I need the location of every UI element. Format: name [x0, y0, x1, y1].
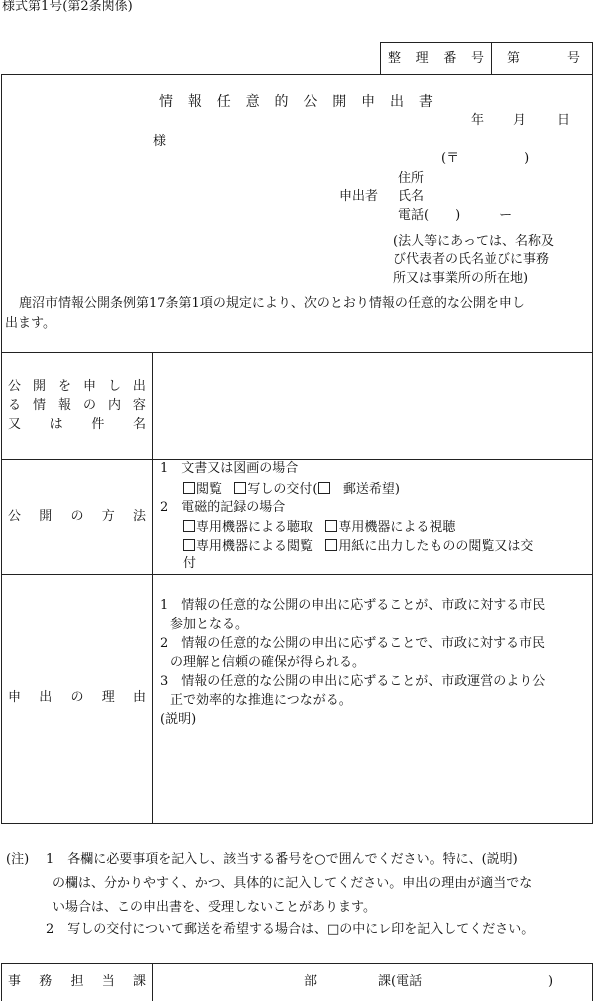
- browse-option-label: 専用機器による閲覧: [196, 539, 314, 554]
- applicant-address-label: 住所: [398, 171, 425, 186]
- reason-line-6: 正で効率的な推進につながる。: [170, 693, 352, 708]
- method-row-3: [183, 539, 533, 553]
- corporation-note-2: び代表者の氏名並びに事務: [393, 252, 550, 267]
- watch-checkbox[interactable]: [325, 520, 337, 532]
- reason-line-1: 1 情報の任意的な公開の申出に応ずることが、市政に対する市民: [160, 598, 546, 613]
- note-line-3: い場合は、この申出書を、受理しないことがあります。: [52, 900, 376, 915]
- reference-dai: 第: [507, 51, 521, 66]
- reference-go: 号: [567, 51, 581, 66]
- watch-option-label: 専用機器による視聴: [338, 520, 456, 535]
- listen-checkbox[interactable]: [183, 520, 195, 532]
- date-month: 月: [513, 113, 527, 128]
- form-title: 情 報 任 意 的 公 開 申 出 書: [159, 94, 433, 110]
- paper-option-label-cont: 付: [183, 556, 197, 571]
- note-line-2: の欄は、分かりやすく、かつ、具体的に記入してください。申出の理由が適当でな: [52, 876, 533, 891]
- method-item-1: 1 文書又は図画の場合: [160, 461, 299, 476]
- intro-line-1: 鹿沼市情報公開条例第17条第1項の規定により、次のとおり情報の任意的な公開を申し: [19, 296, 525, 311]
- mail-option-label: 郵送希望): [342, 482, 400, 497]
- reason-line-4: の理解と信頼の確保が得られる。: [170, 655, 366, 670]
- paper-option-label: 用紙に出力したものの閲覧又は交: [338, 539, 534, 554]
- reason-label: 申 出 の 理 由: [8, 690, 146, 705]
- applicant-phone-label: 電話( ) ー: [398, 208, 513, 223]
- method-row-2: [183, 520, 455, 534]
- copy-option-label: 写しの交付(: [247, 482, 318, 497]
- notes-prefix: (注): [6, 852, 30, 867]
- listen-option-label: 専用機器による聴取: [196, 520, 314, 535]
- reason-line-2: 参加となる。: [170, 617, 249, 632]
- mail-checkbox[interactable]: [318, 482, 330, 494]
- content-input-area[interactable]: [160, 360, 585, 452]
- method-label: 公 開 の 方 法: [8, 509, 146, 524]
- department-ka-phone: 課(電話: [378, 974, 423, 989]
- reference-number-label: 整 理 番 号: [388, 51, 484, 66]
- reason-line-3: 2 情報の任意的な公開の申出に応ずることで、市政に対する市民: [160, 636, 546, 651]
- applicant-label: 申出者: [339, 189, 379, 204]
- content-label-1: 公 開 を 申 し 出: [8, 379, 146, 394]
- date-day: 日: [557, 113, 571, 128]
- department-phone-close: ): [548, 974, 554, 989]
- addressee-suffix: 様: [153, 134, 167, 149]
- corporation-note-1: (法人等にあっては、名称及: [393, 234, 554, 249]
- reason-line-5: 3 情報の任意的な公開の申出に応ずることが、市政運営のより公: [160, 674, 546, 689]
- content-label-3: 又 は 件 名: [8, 417, 146, 432]
- note-line-4: 2 写しの交付について郵送を希望する場合は、□の中にレ印を記入してください。: [46, 922, 535, 937]
- paper-checkbox[interactable]: [325, 539, 337, 551]
- postal-code: (〒 ): [441, 151, 530, 166]
- content-label-2: る 情 報 の 内 容: [8, 398, 146, 413]
- corporation-note-3: 所又は事業所の所在地): [393, 271, 529, 286]
- reason-explanation-label: (説明): [160, 712, 197, 727]
- browse-checkbox[interactable]: [183, 539, 195, 551]
- date-year: 年: [471, 113, 485, 128]
- note-line-1: 1 各欄に必要事項を記入し、該当する番号を○で囲んでください。特に、(説明): [46, 852, 518, 867]
- form-number-label: 様式第1号(第2条関係): [2, 0, 133, 14]
- method-row-1: [183, 482, 400, 496]
- view-checkbox[interactable]: [183, 482, 195, 494]
- department-bu: 部: [304, 974, 318, 989]
- method-item-2: 2 電磁的記録の場合: [160, 500, 286, 515]
- intro-line-2: 出ます。: [5, 316, 56, 331]
- view-option-label: 閲覧: [196, 482, 223, 497]
- applicant-name-label: 氏名: [398, 189, 425, 204]
- reason-input-area[interactable]: [160, 732, 585, 818]
- department-label: 事 務 担 当 課: [8, 974, 146, 989]
- copy-checkbox[interactable]: [234, 482, 246, 494]
